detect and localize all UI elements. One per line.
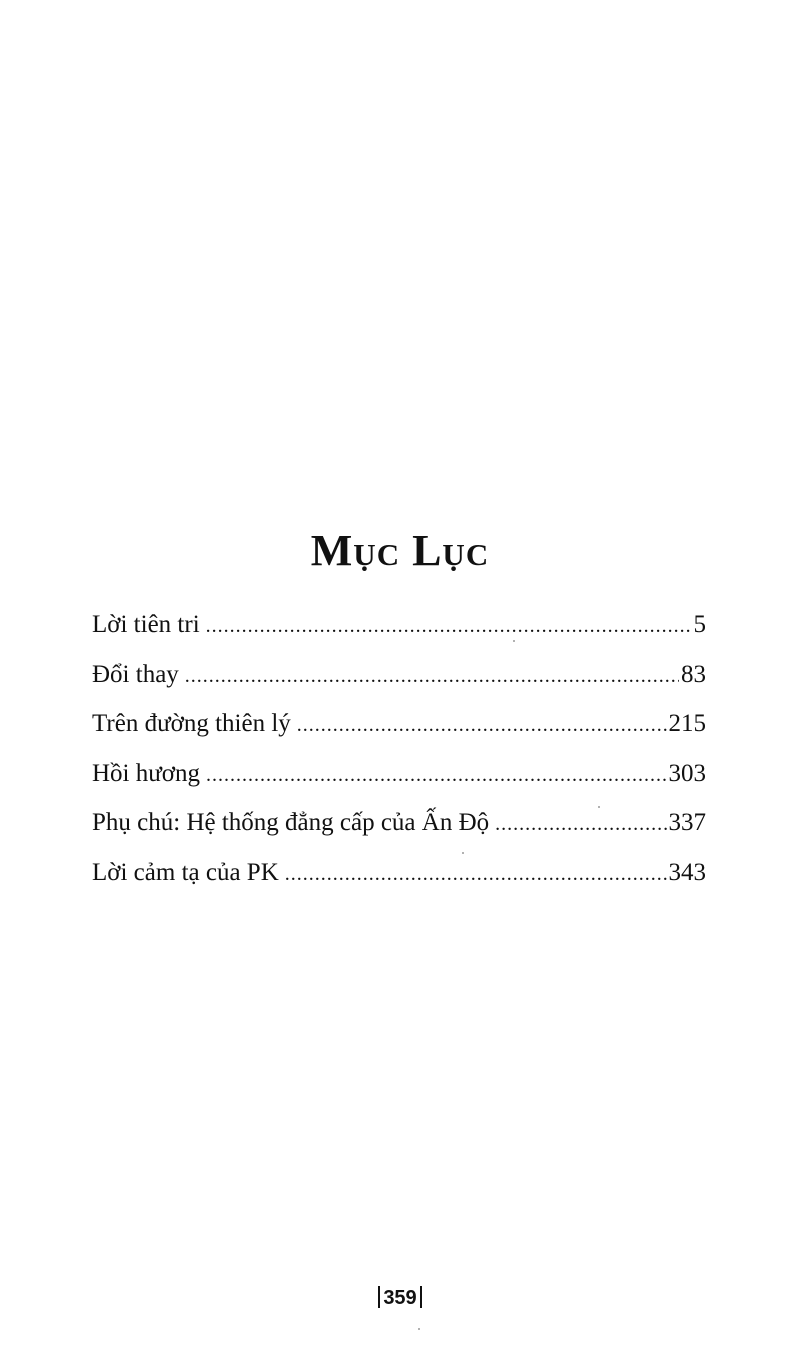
toc-entry-label: Trên đường thiên lý bbox=[92, 710, 291, 737]
toc-entry-page: 343 bbox=[668, 858, 706, 886]
page-number-rule-left bbox=[378, 1286, 380, 1308]
dot-leader bbox=[297, 701, 667, 751]
page-number-rule-right bbox=[420, 1286, 422, 1308]
toc-entry-label: Đổi thay bbox=[92, 660, 179, 688]
dot-leader bbox=[206, 751, 666, 801]
dot-leader bbox=[185, 652, 679, 702]
toc-entry bbox=[92, 798, 706, 848]
toc-entry-page: 303 bbox=[668, 759, 706, 787]
table-of-contents bbox=[92, 600, 706, 897]
toc-entry bbox=[92, 650, 706, 700]
page-number bbox=[0, 1284, 800, 1312]
page-title: Mục Lục bbox=[310, 526, 490, 576]
dot-leader bbox=[285, 850, 667, 900]
toc-entry bbox=[92, 699, 706, 749]
toc-entry-label: Phụ chú: Hệ thống đẳng cấp của Ấn Độ bbox=[92, 809, 490, 836]
toc-entry-label: Lời tiên tri bbox=[92, 611, 200, 638]
toc-entry bbox=[92, 749, 706, 799]
toc-entry bbox=[92, 848, 706, 898]
toc-entry-page: 83 bbox=[681, 660, 706, 688]
scan-speck bbox=[418, 1328, 420, 1330]
dot-leader bbox=[495, 800, 666, 850]
page-number-value: 359 bbox=[383, 1287, 417, 1309]
toc-entry bbox=[92, 600, 706, 650]
toc-entry-page: 215 bbox=[668, 710, 706, 737]
dot-leader bbox=[206, 602, 692, 652]
toc-entry-page: 5 bbox=[693, 611, 706, 638]
toc-entry-label: Hồi hương bbox=[92, 759, 201, 787]
scan-speck bbox=[462, 852, 464, 854]
scan-speck bbox=[598, 806, 600, 808]
toc-entry-label: Lời cảm tạ của PK bbox=[92, 858, 279, 886]
scan-speck bbox=[513, 640, 515, 642]
toc-entry-page: 337 bbox=[668, 809, 706, 836]
